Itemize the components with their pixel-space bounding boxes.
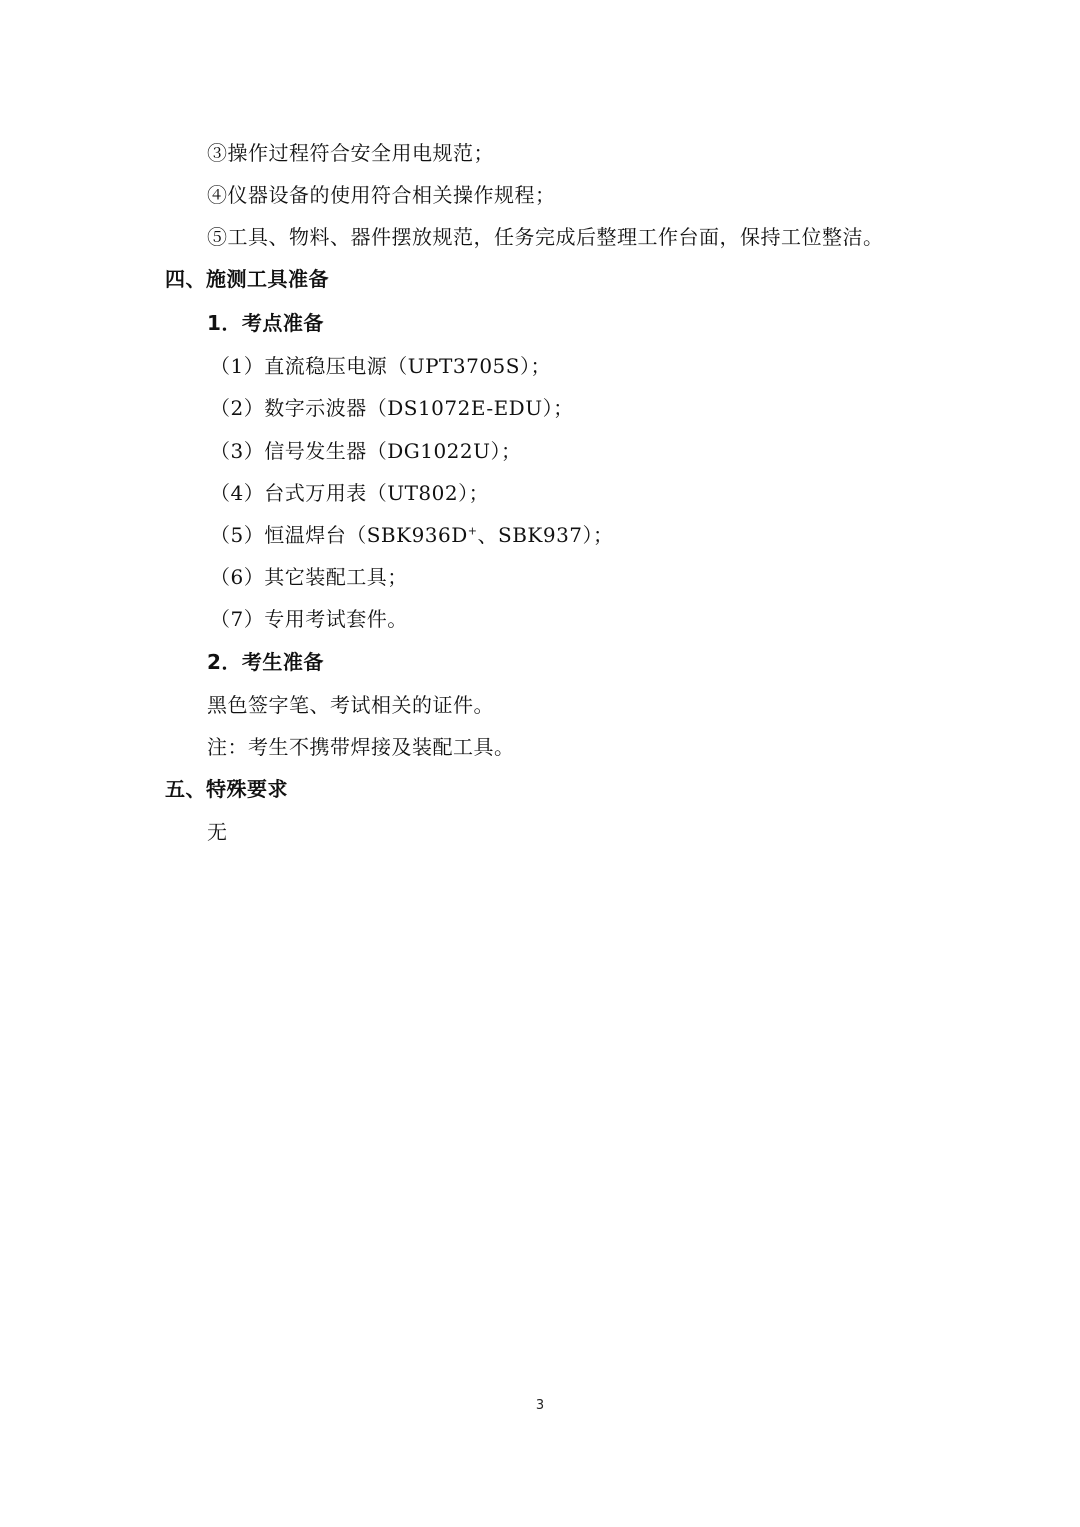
page-number: 3 bbox=[535, 1398, 545, 1413]
equipment-item: （4）台式万用表（UT802）； bbox=[210, 481, 490, 505]
special-requirements-body: 无 bbox=[207, 820, 228, 844]
equipment-item bbox=[210, 521, 614, 549]
equipment-item-text-cont: 、SBK937）； bbox=[477, 523, 614, 547]
superscript-plus: + bbox=[467, 524, 478, 538]
equipment-item: （1）直流稳压电源（UPT3705S）； bbox=[210, 354, 551, 378]
equipment-item: （3）信号发生器（DG1022U）； bbox=[210, 439, 522, 463]
equipment-item: （2）数字示波器（DS1072E-EDU）； bbox=[210, 396, 574, 420]
requirement-item-3: ③操作过程符合安全用电规范； bbox=[207, 141, 494, 165]
subheading-site-prep: 1．考点准备 bbox=[207, 311, 324, 335]
candidate-prep-note: 注：考生不携带焊接及装配工具。 bbox=[207, 735, 515, 759]
section-heading-4: 四、施测工具准备 bbox=[165, 267, 329, 291]
requirement-item-5: ⑤工具、物料、器件摆放规范，任务完成后整理工作台面，保持工位整洁。 bbox=[207, 225, 884, 249]
equipment-item-text: （5）恒温焊台（SBK936D bbox=[210, 523, 468, 547]
requirement-item-4: ④仪器设备的使用符合相关操作规程； bbox=[207, 183, 556, 207]
subheading-candidate-prep: 2．考生准备 bbox=[207, 650, 324, 674]
section-heading-5: 五、特殊要求 bbox=[165, 777, 288, 801]
equipment-item: （7）专用考试套件。 bbox=[210, 607, 408, 631]
candidate-prep-line: 黑色签字笔、考试相关的证件。 bbox=[207, 693, 494, 717]
equipment-item: （6）其它装配工具； bbox=[210, 565, 408, 589]
